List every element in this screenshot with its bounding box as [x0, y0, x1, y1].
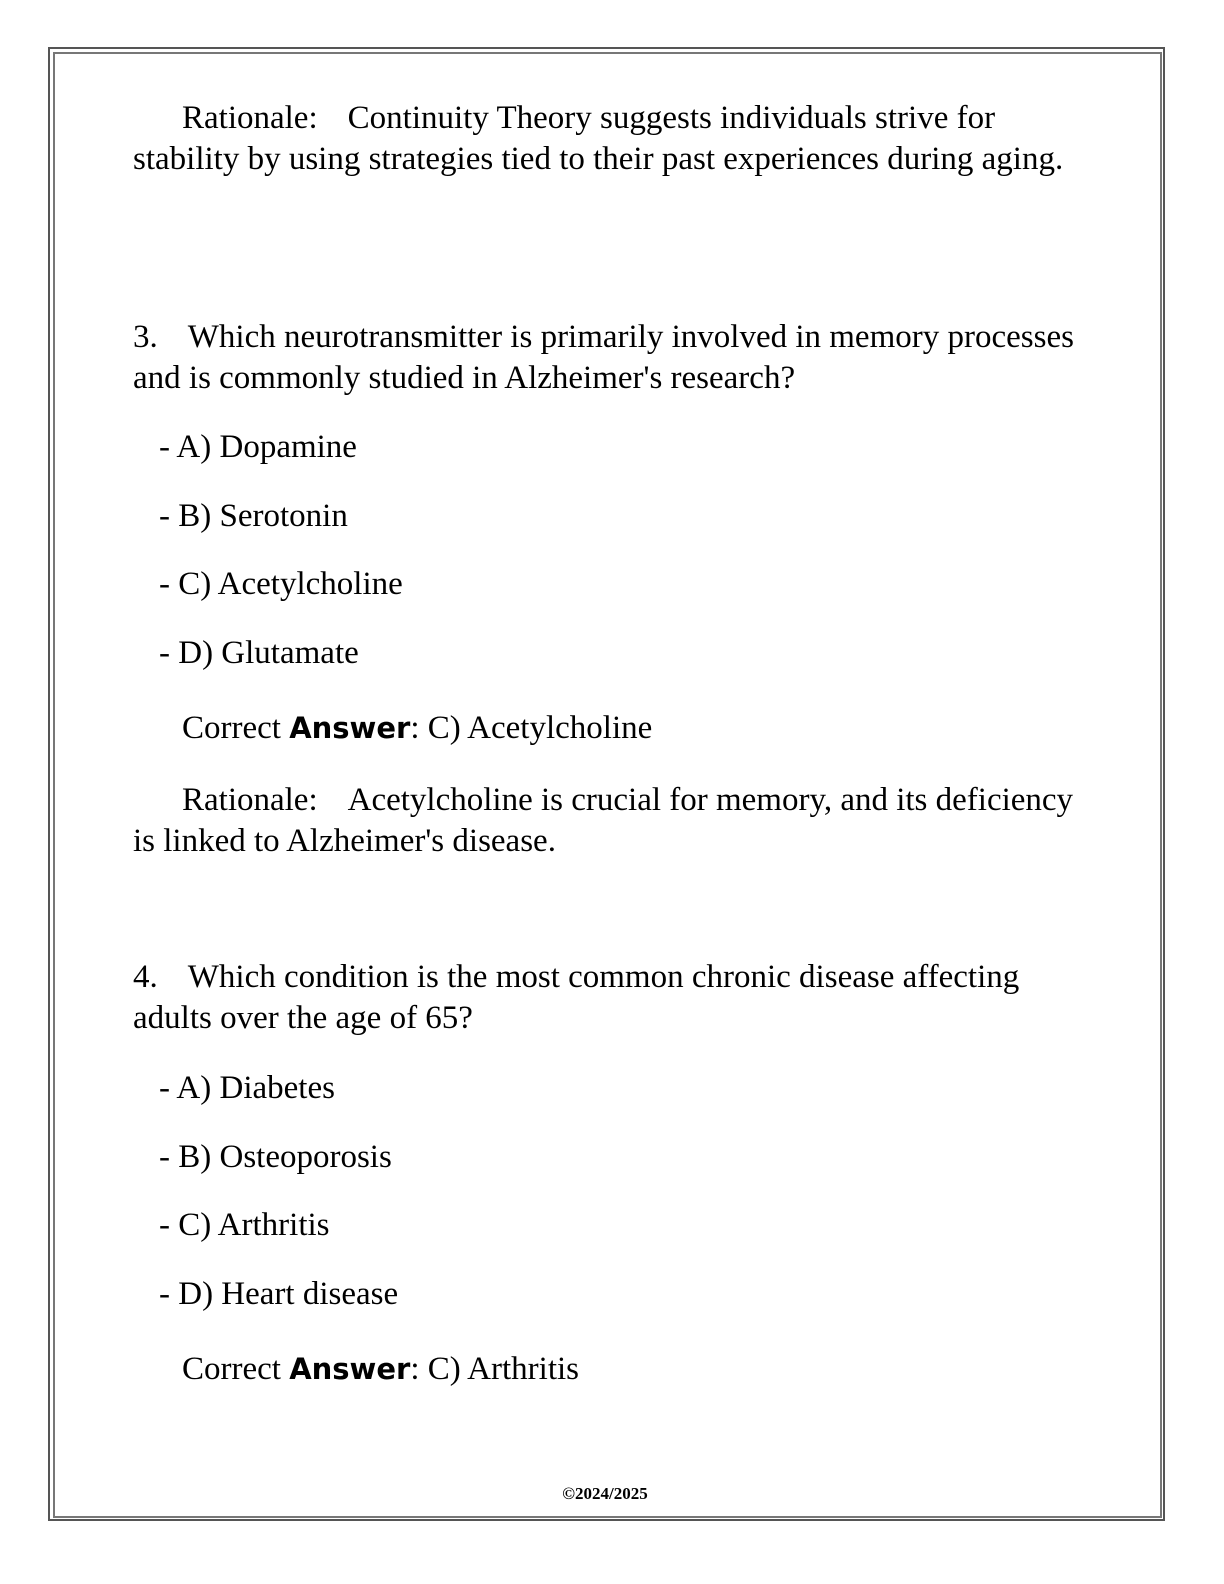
option-a: - A) Diabetes [159, 1070, 335, 1106]
rationale-paragraph [133, 98, 1093, 180]
question-text: Which neurotransmitter is primarily involved in memory processes and is commonly studied in Alzheimer's research? [133, 319, 1074, 396]
answer-value: : C) Acetylcholine [410, 710, 653, 746]
option-c: - C) Arthritis [159, 1207, 330, 1243]
option-d: - D) Heart disease [159, 1276, 399, 1312]
option-b: - B) Osteoporosis [159, 1139, 392, 1175]
question-4 [133, 957, 1093, 1039]
option-a: - A) Dopamine [159, 429, 357, 465]
correct-prefix: Correct [182, 710, 281, 746]
rationale-text: Acetylcholine is crucial for memory, and its deficiency is linked to Alzheimer's disease. [133, 782, 1074, 859]
rationale-label: Rationale: [182, 100, 318, 136]
answer-label: Answer [289, 1352, 411, 1386]
correct-answer [133, 708, 1142, 749]
correct-answer [133, 1349, 1142, 1390]
rationale-label: Rationale: [182, 782, 318, 818]
option-b: - B) Serotonin [159, 498, 348, 534]
rationale-text: Continuity Theory suggests individuals strive for stability by using strategies tied to their past experiences during aging. [133, 100, 1064, 177]
option-d: - D) Glutamate [159, 635, 359, 671]
question-number: 3. [133, 319, 158, 355]
option-c: - C) Acetylcholine [159, 566, 403, 602]
question-3 [133, 317, 1093, 399]
correct-prefix: Correct [182, 1351, 281, 1387]
question-number: 4. [133, 959, 158, 995]
answer-value: : C) Arthritis [410, 1351, 580, 1387]
question-text: Which condition is the most common chronic disease affecting adults over the age of 65? [133, 959, 1020, 1036]
rationale-paragraph [133, 780, 1093, 862]
answer-label: Answer [289, 711, 411, 745]
copyright-footer: ©2024/2025 [562, 1484, 648, 1503]
